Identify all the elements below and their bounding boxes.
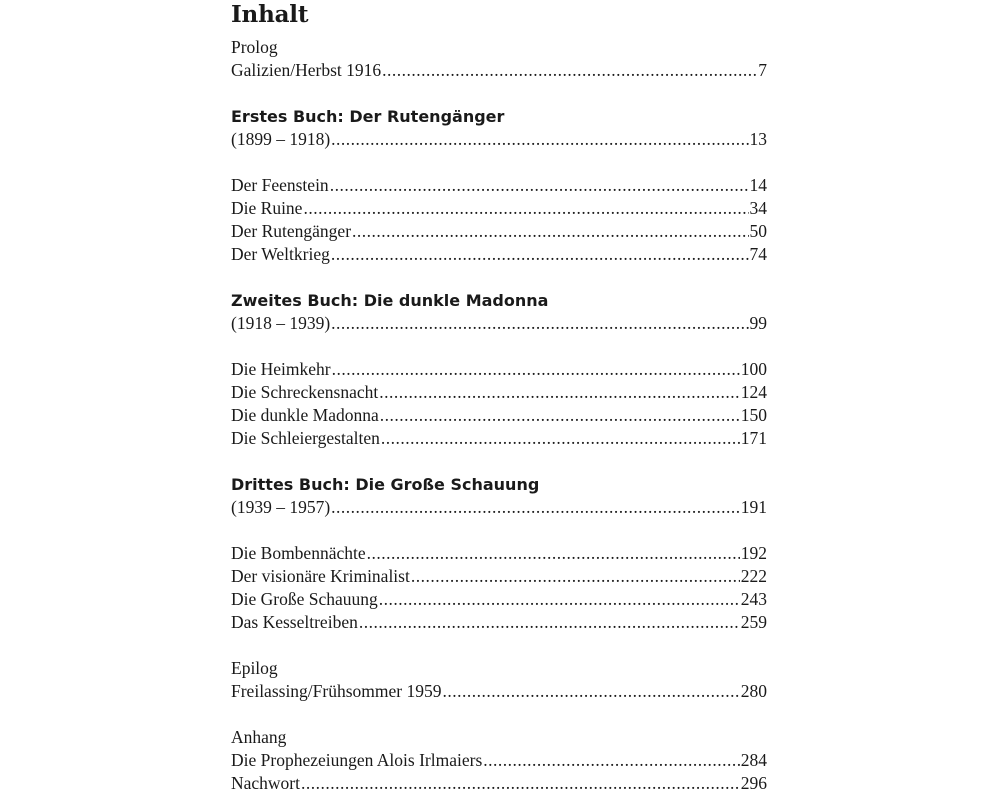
entry-page-number: 100	[740, 359, 767, 379]
toc-entry	[231, 59, 767, 82]
dot-leader	[382, 59, 757, 82]
toc-entry	[231, 427, 767, 450]
entry-label: Das Kesseltreiben	[231, 612, 358, 632]
table-of-contents	[231, 0, 767, 795]
entry-page-number: 280	[740, 681, 767, 701]
toc-entry	[231, 174, 767, 197]
entry-page-number: 13	[749, 129, 767, 149]
dot-leader	[411, 565, 740, 588]
dot-leader	[379, 588, 740, 611]
dot-leader	[331, 243, 749, 266]
section-book-2	[231, 289, 767, 450]
entry-label: Freilassing/Frühsommer 1959	[231, 681, 442, 701]
entry-page-number: 284	[740, 750, 767, 770]
entry-page-number: 34	[749, 198, 767, 218]
toc-entry	[231, 565, 767, 588]
section-prolog	[231, 36, 767, 82]
entry-page-number: 124	[740, 382, 767, 402]
dot-leader	[442, 680, 739, 703]
entry-label: (1918 – 1939)	[231, 313, 331, 333]
entry-page-number: 7	[758, 60, 767, 80]
section-heading-book-2: Zweites Buch: Die dunkle Madonna	[231, 291, 549, 310]
toc-entry	[231, 128, 767, 151]
entry-label: (1939 – 1957)	[231, 497, 331, 517]
entry-page-number: 296	[740, 773, 767, 793]
entry-label: Die Schreckensnacht	[231, 382, 379, 402]
toc-entry	[231, 680, 767, 703]
toc-entry	[231, 243, 767, 266]
dot-leader	[330, 174, 749, 197]
entry-page-number: 192	[740, 543, 767, 563]
entry-page-number: 14	[749, 175, 767, 195]
dot-leader	[352, 220, 748, 243]
dot-leader	[332, 358, 740, 381]
entry-label: Die Bombennächte	[231, 543, 366, 563]
entry-page-number: 259	[740, 612, 767, 632]
toc-entry	[231, 220, 767, 243]
section-heading-epilog: Epilog	[231, 658, 278, 678]
entry-label: Die Schleiergestalten	[231, 428, 380, 448]
entry-page-number: 99	[749, 313, 767, 333]
page-title: Inhalt	[231, 1, 309, 28]
dot-leader	[483, 749, 739, 772]
toc-entry	[231, 542, 767, 565]
section-epilog	[231, 657, 767, 703]
entry-label: Galizien/Herbst 1916	[231, 60, 382, 80]
section-heading-book-3: Drittes Buch: Die Große Schauung	[231, 475, 540, 494]
entry-page-number: 74	[749, 244, 767, 264]
toc-entry	[231, 312, 767, 335]
toc-entry	[231, 588, 767, 611]
entry-label: Die Heimkehr	[231, 359, 331, 379]
entry-page-number: 171	[740, 428, 767, 448]
section-book-3	[231, 473, 767, 634]
section-heading-prolog: Prolog	[231, 37, 278, 57]
entry-page-number: 50	[749, 221, 767, 241]
section-heading-book-1: Erstes Buch: Der Rutengänger	[231, 107, 505, 126]
toc-entry	[231, 358, 767, 381]
toc-entry	[231, 404, 767, 427]
entry-label: Die Prophezeiungen Alois Irlmaiers	[231, 750, 483, 770]
toc-entry	[231, 772, 767, 795]
entry-page-number: 150	[740, 405, 767, 425]
dot-leader	[379, 381, 740, 404]
entry-label: Der Weltkrieg	[231, 244, 330, 264]
dot-leader	[380, 404, 740, 427]
dot-leader	[331, 312, 748, 335]
section-anhang	[231, 726, 767, 795]
dot-leader	[367, 542, 740, 565]
dot-leader	[331, 496, 740, 519]
entry-label: Nachwort	[231, 773, 301, 793]
dot-leader	[331, 128, 748, 151]
toc-entry	[231, 749, 767, 772]
entry-page-number: 243	[740, 589, 767, 609]
entry-page-number: 191	[740, 497, 767, 517]
entry-label: (1899 – 1918)	[231, 129, 331, 149]
entry-label: Der visionäre Kriminalist	[231, 566, 410, 586]
dot-leader	[381, 427, 740, 450]
section-book-1	[231, 105, 767, 266]
dot-leader	[359, 611, 740, 634]
entry-page-number: 222	[740, 566, 767, 586]
entry-label: Der Rutengänger	[231, 221, 352, 241]
toc-entry	[231, 197, 767, 220]
dot-leader	[303, 197, 748, 220]
entry-label: Die Ruine	[231, 198, 303, 218]
toc-entry	[231, 496, 767, 519]
dot-leader	[301, 772, 740, 795]
toc-entry	[231, 611, 767, 634]
entry-label: Die Große Schauung	[231, 589, 378, 609]
entry-label: Die dunkle Madonna	[231, 405, 379, 425]
toc-entry	[231, 381, 767, 404]
entry-label: Der Feenstein	[231, 175, 329, 195]
section-heading-anhang: Anhang	[231, 727, 287, 747]
